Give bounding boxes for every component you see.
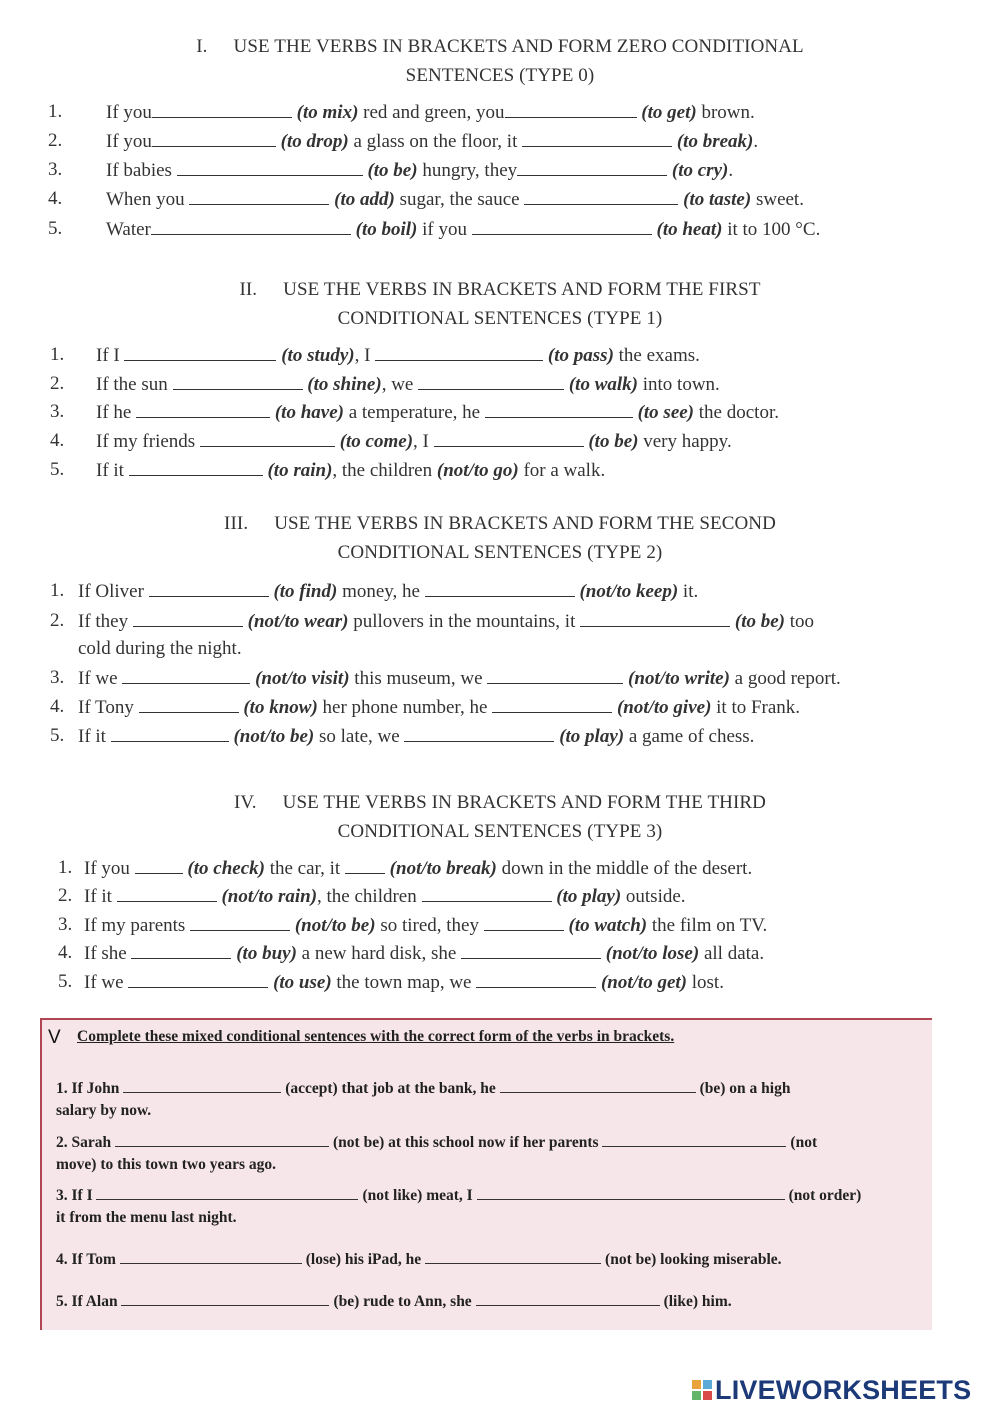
answer-blank[interactable]: [580, 609, 730, 627]
item-sentence: If you (to check) the car, it (not/to break) down in the middle of the desert.: [84, 858, 753, 879]
verb-hint: (to find): [273, 581, 338, 602]
item-sentence: If we (to use) the town map, we (not/to get) lost.: [84, 972, 724, 993]
logo-squares-icon: [692, 1380, 712, 1400]
verb-hint: (to check): [187, 858, 265, 879]
answer-blank[interactable]: [476, 1292, 660, 1306]
verb-hint: (not/to keep): [579, 581, 679, 602]
answer-blank[interactable]: [602, 1133, 786, 1147]
answer-blank[interactable]: [190, 913, 290, 931]
mixed-item-line: move) to this town two years ago.: [56, 1156, 276, 1173]
verb-hint: (to know): [243, 697, 318, 718]
answer-blank[interactable]: [117, 884, 217, 902]
item-sentence: If the sun (to shine), we (to walk) into town.: [96, 374, 720, 395]
answer-blank[interactable]: [136, 400, 270, 418]
verb-hint: (to taste): [683, 189, 752, 210]
item-sentence: If we (not/to visit) this museum, we (not/to write) a good report.: [78, 668, 841, 689]
item-sentence: If Oliver (to find) money, he (not/to keep) it.: [78, 581, 699, 602]
verb-hint: (to walk): [568, 374, 638, 395]
answer-blank[interactable]: [120, 1250, 302, 1264]
verb-hint: (not/to rain): [221, 886, 318, 907]
section-4: [0, 788, 1000, 846]
item-sentence: If they (not/to wear) pullovers in the mountains, it (to be) too: [78, 611, 815, 632]
answer-blank[interactable]: [425, 1250, 601, 1264]
verb-hint: (not/to be): [233, 726, 315, 747]
answer-blank[interactable]: [128, 970, 268, 988]
item-number: 2.: [48, 130, 63, 151]
answer-blank[interactable]: [345, 856, 385, 874]
answer-blank[interactable]: [425, 579, 575, 597]
verb-hint: (to study): [281, 345, 355, 366]
answer-blank[interactable]: [135, 856, 183, 874]
verb-hint: (not/to lose): [605, 943, 700, 964]
answer-blank[interactable]: [404, 724, 554, 742]
item-number: 1.: [58, 857, 73, 878]
item-number: 4.: [48, 188, 63, 209]
item-sentence: If it (not/to be) so late, we (to play) a game of chess.: [78, 726, 755, 747]
verb-hint: (not/to go): [436, 460, 519, 481]
item-sentence: If my parents (not/to be) so tired, they (to watch) the film on TV.: [84, 915, 768, 936]
verb-hint: (to heat): [656, 219, 723, 240]
answer-blank[interactable]: [122, 666, 250, 684]
item-number: 4.: [58, 942, 73, 963]
mixed-instruction: Complete these mixed conditional sentences with the correct form of the verbs in brackets.: [77, 1028, 675, 1045]
mixed-item: [56, 1132, 916, 1176]
verb-hint: (to get): [641, 102, 697, 123]
answer-blank[interactable]: [418, 372, 564, 390]
item-number: 5.: [58, 971, 73, 992]
verb-hint: (to cry): [671, 160, 729, 181]
verb-hint: (to have): [274, 402, 344, 423]
answer-blank[interactable]: [139, 695, 239, 713]
verb-hint: (to rain): [267, 460, 333, 481]
logo-square: [692, 1391, 701, 1400]
verb-hint: (to play): [559, 726, 625, 747]
mixed-item-line: 2. Sarah (not be) at this school now if her parents (not: [56, 1134, 818, 1151]
item-sentence: If he (to have) a temperature, he (to see) the doctor.: [96, 402, 779, 423]
verb-hint: (not/to be): [294, 915, 376, 936]
item-number: 4.: [50, 430, 65, 451]
item-sentence: If she (to buy) a new hard disk, she (not/to lose) all data.: [84, 943, 765, 964]
answer-blank[interactable]: [173, 372, 303, 390]
answer-blank[interactable]: [422, 884, 552, 902]
answer-blank[interactable]: [133, 609, 243, 627]
answer-blank[interactable]: [200, 429, 335, 447]
answer-blank[interactable]: [152, 129, 276, 147]
logo-square: [703, 1380, 712, 1389]
item-number: 2.: [50, 610, 65, 631]
item-number: 1.: [50, 344, 65, 365]
section-5-label: V: [48, 1027, 61, 1048]
verb-hint: (to play): [556, 886, 622, 907]
mixed-item-line: 4. If Tom (lose) his iPad, he (not be) looking miserable.: [56, 1251, 782, 1268]
answer-blank[interactable]: [524, 187, 678, 205]
verb-hint: (to come): [339, 431, 414, 452]
item-number: 5.: [50, 459, 65, 480]
mixed-item: [56, 1291, 916, 1313]
answer-blank[interactable]: [131, 941, 231, 959]
item-number: 2.: [58, 885, 73, 906]
answer-blank[interactable]: [189, 187, 329, 205]
verb-hint: (to watch): [568, 915, 648, 936]
section-title: II. USE THE VERBS IN BRACKETS AND FORM THE FIRST CONDITIONAL SENTENCES (TYPE 1): [239, 279, 761, 329]
verb-hint: (to break): [676, 131, 754, 152]
verb-hint: (to be): [367, 160, 418, 181]
answer-blank[interactable]: [123, 1079, 281, 1093]
section-1: [0, 32, 1000, 90]
answer-blank[interactable]: [500, 1079, 696, 1093]
answer-blank[interactable]: [505, 100, 637, 118]
item-number: 3.: [50, 667, 65, 688]
answer-blank[interactable]: [487, 666, 623, 684]
answer-blank[interactable]: [124, 343, 276, 361]
item-sentence: When you (to add) sugar, the sauce (to taste) sweet.: [106, 189, 804, 210]
verb-hint: (not/to visit): [255, 668, 350, 689]
verb-hint: (not/to break): [389, 858, 497, 879]
mixed-item-line: 5. If Alan (be) rude to Ann, she (like) him.: [56, 1293, 732, 1310]
item-number: 5.: [50, 725, 65, 746]
verb-hint: (to be): [588, 431, 639, 452]
item-number: 3.: [48, 159, 63, 180]
verb-hint: (to pass): [547, 345, 614, 366]
logo-square: [703, 1391, 712, 1400]
item-sentence: If you (to mix) red and green, you (to get) brown.: [106, 102, 755, 123]
item-number: 1.: [50, 580, 65, 601]
answer-blank[interactable]: [484, 913, 564, 931]
answer-blank[interactable]: [177, 158, 363, 176]
item-number: 4.: [50, 696, 65, 717]
verb-hint: (to use): [273, 972, 332, 993]
item-sentence: If babies (to be) hungry, they (to cry).: [106, 160, 734, 181]
answer-blank[interactable]: [121, 1292, 329, 1306]
mixed-item-line: 1. If John (accept) that job at the bank, he (be) on a high: [56, 1080, 791, 1097]
verb-hint: (not/to wear): [247, 611, 349, 632]
answer-blank[interactable]: [522, 129, 672, 147]
verb-hint: (to mix): [296, 102, 359, 123]
verb-hint: (to see): [637, 402, 695, 423]
item-number: 3.: [50, 401, 65, 422]
answer-blank[interactable]: [472, 217, 652, 235]
verb-hint: (not/to get): [600, 972, 687, 993]
verb-hint: (to drop): [280, 131, 349, 152]
answer-blank[interactable]: [476, 970, 596, 988]
answer-blank[interactable]: [434, 429, 584, 447]
section-title: IV. USE THE VERBS IN BRACKETS AND FORM THE THIRD CONDITIONAL SENTENCES (TYPE 3): [234, 792, 766, 842]
item-sentence: If it (not/to rain), the children (to play) outside.: [84, 886, 686, 907]
answer-blank[interactable]: [375, 343, 543, 361]
item-number: 3.: [58, 914, 73, 935]
answer-blank[interactable]: [477, 1186, 785, 1200]
logo-square: [692, 1380, 701, 1389]
mixed-item-line: salary by now.: [56, 1102, 152, 1119]
verb-hint: (to be): [734, 611, 785, 632]
section-title: III. USE THE VERBS IN BRACKETS AND FORM THE SECOND CONDITIONAL SENTENCES (TYPE 2): [224, 513, 776, 563]
item-continuation: cold during the night.: [78, 638, 242, 659]
item-sentence: If you (to drop) a glass on the floor, it (to break).: [106, 131, 759, 152]
section-2: [0, 275, 1000, 333]
answer-blank[interactable]: [96, 1186, 358, 1200]
item-sentence: Water (to boil) if you (to heat) it to 100 °C.: [106, 219, 821, 240]
mixed-item-line: it from the menu last night.: [56, 1209, 237, 1226]
answer-blank[interactable]: [485, 400, 633, 418]
mixed-item: [56, 1078, 916, 1122]
answer-blank[interactable]: [461, 941, 601, 959]
answer-blank[interactable]: [149, 579, 269, 597]
answer-blank[interactable]: [492, 695, 612, 713]
answer-blank[interactable]: [517, 158, 667, 176]
item-sentence: If Tony (to know) her phone number, he (not/to give) it to Frank.: [78, 697, 801, 718]
section-title: I. USE THE VERBS IN BRACKETS AND FORM ZERO CONDITIONAL SENTENCES (TYPE 0): [196, 36, 804, 86]
section-3: [0, 509, 1000, 567]
item-number: 2.: [50, 373, 65, 394]
verb-hint: (to boil): [355, 219, 418, 240]
answer-blank[interactable]: [115, 1133, 329, 1147]
item-sentence: If I (to study), I (to pass) the exams.: [96, 345, 700, 366]
answer-blank[interactable]: [111, 724, 229, 742]
verb-hint: (to shine): [307, 374, 382, 395]
liveworksheets-logo: LIVEWORKSHEETS: [692, 1375, 971, 1405]
answer-blank[interactable]: [129, 458, 263, 476]
item-sentence: If my friends (to come), I (to be) very happy.: [96, 431, 732, 452]
answer-blank[interactable]: [151, 217, 351, 235]
verb-hint: (to add): [334, 189, 395, 210]
item-number: 1.: [48, 101, 63, 122]
item-number: 5.: [48, 218, 63, 239]
mixed-item: [56, 1185, 916, 1229]
mixed-item: [56, 1249, 916, 1271]
verb-hint: (to buy): [236, 943, 297, 964]
answer-blank[interactable]: [152, 100, 292, 118]
verb-hint: (not/to give): [616, 697, 712, 718]
item-sentence: If it (to rain), the children (not/to go) for a walk.: [96, 460, 606, 481]
mixed-item-line: 3. If I (not like) meat, I (not order): [56, 1187, 862, 1204]
verb-hint: (not/to write): [628, 668, 730, 689]
